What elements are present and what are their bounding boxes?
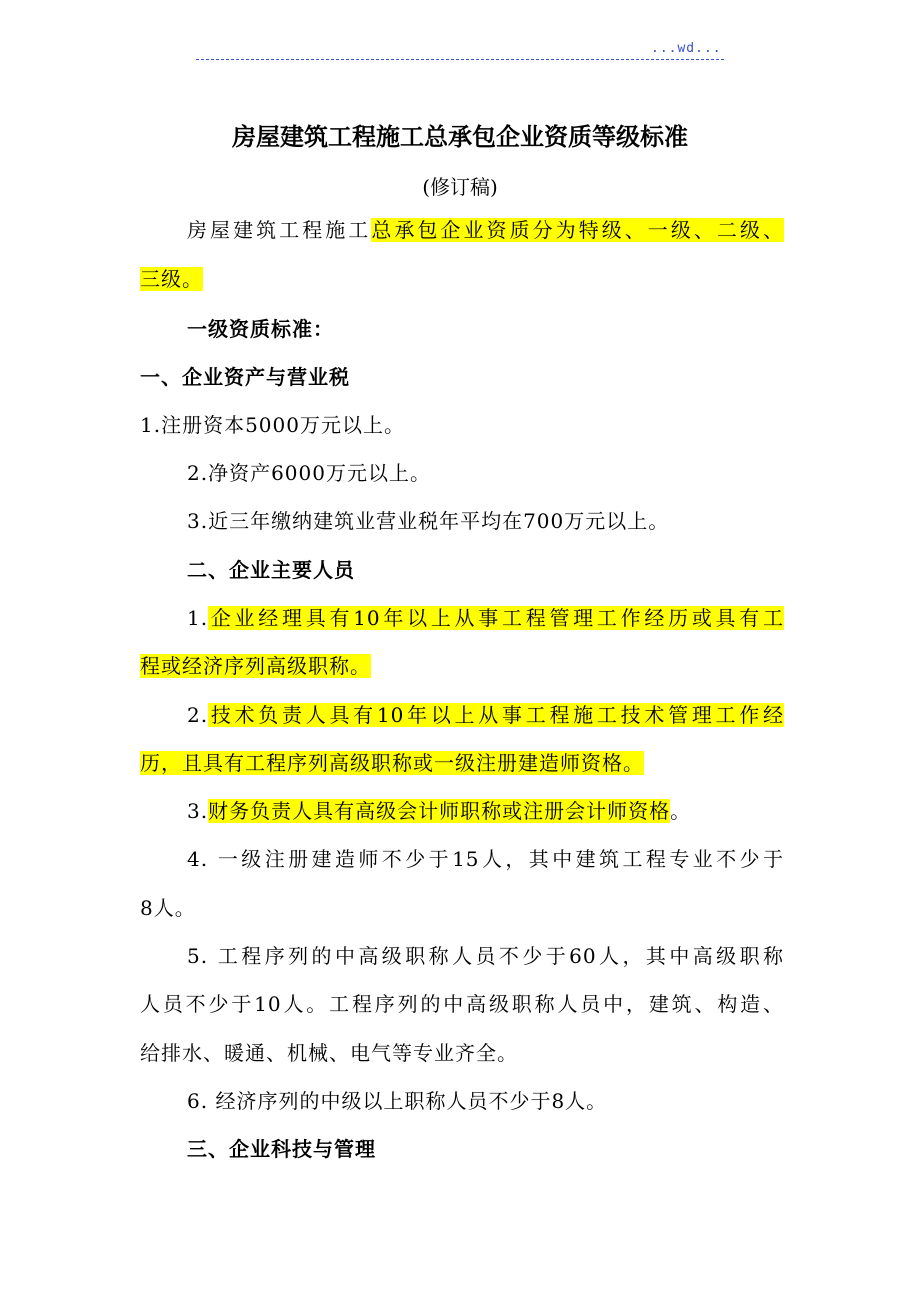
section2-item-2-number: 2. [187,703,209,727]
section2-item-2-line-2 [140,748,644,778]
intro-plain-text: 房屋建筑工程施工 [187,218,372,242]
section2-item-1-text-2: 程或经济序列高级职称。 [140,654,371,678]
section2-item-1-text: 企业经理具有10年以上从事工程管理工作经历或具有工 [208,606,784,630]
section2-item-2-text: 技术负责人具有10年以上从事工程施工技术管理工作经 [208,703,784,727]
intro-highlight-text: 总承包企业资质分为特级、一级、二级、 [371,218,785,242]
section2-item-5-line-1: 5. 工程序列的中高级职称人员不少于60人，其中高级职称 [187,944,784,968]
section1-item-3: 3.近三年缴纳建筑业营业税年平均在700万元以上。 [187,509,670,533]
header-watermark-text: ...wd... [651,41,722,56]
section2-item-3-text: 财务负责人具有高级会计师职称或注册会计师资格 [208,799,671,823]
section2-item-2-line-1 [187,700,784,730]
header-dashed-rule [196,59,724,60]
intro-paragraph-line-1 [140,215,784,245]
section2-item-3-tail: 。 [670,799,692,823]
section2-heading: 二、企业主要人员 [187,558,355,582]
section3-heading: 三、企业科技与管理 [187,1137,376,1161]
level-heading: 一级资质标准： [187,317,334,341]
section2-item-6: 6. 经济序列的中级以上职称人员不少于8人。 [187,1089,608,1113]
section2-item-5-line-2: 人员不少于10人。工程序列的中高级职称人员中，建筑、构造、 [140,992,784,1016]
section2-item-3-number: 3. [187,799,209,823]
intro-highlight-text-2: 三级。 [140,267,203,291]
section2-item-1-number: 1. [187,606,209,630]
section1-heading: 一、企业资产与营业税 [140,365,350,389]
section2-item-3 [187,796,691,826]
section2-item-5-line-3: 给排水、暖通、机械、电气等专业齐全。 [140,1041,518,1065]
section2-item-4-line-1: 4. 一级注册建造师不少于15人，其中建筑工程专业不少于 [187,847,784,871]
section2-item-1-line-2 [140,651,371,681]
document-title: 房屋建筑工程施工总承包企业资质等级标准 [232,123,688,151]
section1-item-1: 1.注册资本5000万元以上。 [140,413,405,437]
section2-item-1-line-1 [187,603,784,633]
section2-item-2-text-2: 历，且具有工程序列高级职称或一级注册建造师资格。 [140,751,644,775]
section1-item-2: 2.净资产6000万元以上。 [187,461,431,485]
intro-paragraph-line-2 [140,264,203,294]
section2-item-4-line-2: 8人。 [140,896,196,920]
document-subtitle: (修订稿) [422,175,498,199]
